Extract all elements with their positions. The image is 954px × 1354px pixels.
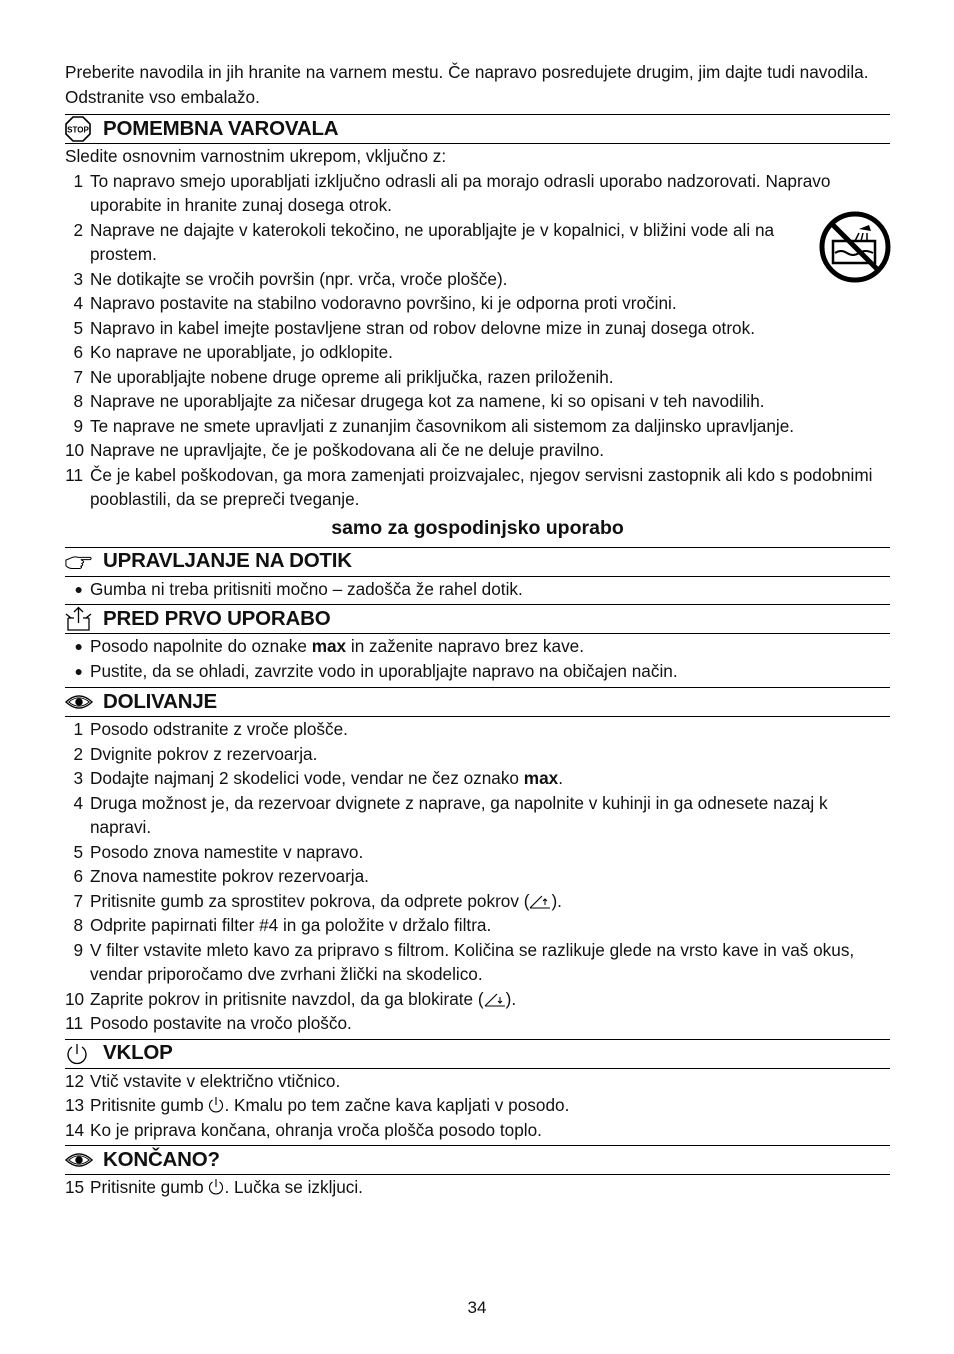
item-number: 2 [73, 219, 83, 240]
item-number: 8 [73, 915, 83, 935]
item-text: Dodajte najmanj 2 skodelici vode, vendar ne čez oznako max. [90, 768, 563, 788]
item-text: Ko je priprava končana, ohranja vroča plošča posodo toplo. [90, 1119, 542, 1140]
item-text: Posodo postavite na vročo ploščo. [90, 1013, 352, 1033]
list-item [65, 291, 890, 316]
item-text: Pritisnite gumb za sprostitev pokrova, da odprete pokrov ( ). [90, 890, 562, 911]
section-title-power: VKLOP [103, 1041, 173, 1065]
item-number: 3 [73, 268, 83, 289]
filling-list [65, 717, 890, 1036]
section-title-touch: UPRAVLJANJE NA DOTIK [103, 549, 352, 573]
item-text: Odprite papirnati filter #4 in ga položite v držalo filtra. [90, 915, 492, 935]
list-item [65, 864, 890, 889]
list-item [65, 742, 890, 767]
item-text: Ko naprave ne uporabljate, jo odklopite. [90, 342, 393, 362]
list-item [65, 577, 890, 602]
item-number: 13 [65, 1095, 85, 1115]
power-icon [208, 1095, 224, 1115]
item-text: Pritisnite gumb . Lučka se izkljuci. [90, 1177, 363, 1197]
list-item [65, 766, 890, 791]
item-number: 5 [73, 317, 83, 338]
section-header-touch [65, 547, 890, 577]
list-item [65, 169, 890, 218]
list-item [65, 840, 890, 865]
list-item [65, 791, 890, 840]
item-text: Posodo napolnite do oznake max in zaženite napravo brez kave. [90, 636, 585, 656]
list-item [65, 1118, 890, 1143]
power-icon [208, 1096, 224, 1114]
first-use-list [65, 634, 890, 683]
power-list [65, 1069, 890, 1143]
list-item [65, 340, 890, 365]
eye-icon [65, 690, 93, 714]
page-number: 34 [467, 1298, 487, 1317]
list-item [65, 438, 890, 463]
bold-term: max [311, 636, 347, 656]
list-item [65, 218, 890, 267]
no-water-warning-icon [819, 211, 891, 283]
list-item [65, 659, 890, 684]
list-item [65, 463, 890, 512]
item-number: 4 [73, 293, 83, 313]
item-text: Druga možnost je, da rezervoar dvignete z naprave, ga napolnite v kuhinji in ga odnesete nazaj k napravi. [90, 792, 828, 837]
item-number: 10 [65, 988, 85, 1009]
bullet: ● [74, 580, 83, 597]
list-item [65, 634, 890, 659]
list-item [65, 365, 890, 390]
item-number: 8 [73, 391, 83, 411]
list-item [65, 938, 890, 987]
item-number: 15 [65, 1177, 85, 1197]
item-number: 12 [65, 1070, 85, 1091]
item-number: 11 [65, 464, 83, 485]
bullet: ● [74, 638, 83, 654]
item-number: 9 [73, 415, 83, 436]
lid-open-icon [529, 891, 551, 911]
item-text: Pustite, da se ohladi, zavrzite vodo in uporabljajte napravo na običajen način. [90, 660, 678, 681]
item-text: Posodo znova namestite v napravo. [90, 841, 364, 862]
section-header-power [65, 1039, 890, 1069]
item-number: 7 [73, 366, 83, 387]
list-item [65, 316, 890, 341]
section-title-filling: DOLIVANJE [103, 689, 218, 713]
list-item [65, 1175, 890, 1200]
section-header-filling [65, 687, 890, 717]
item-text: Posodo odstranite z vroče plošče. [90, 719, 348, 739]
intro-paragraph: Preberite navodila in jih hranite na varnem mestu. Če napravo posredujete drugim, jim dajte tudi navodila. Odstranite vso embalažo. [65, 62, 869, 107]
item-text: Če je kabel poškodovan, ga mora zamenjati proizvajalec, njegov servisni zastopnik ali kdo s podobnimi pooblastili, da se prepreči tveganje. [90, 464, 873, 509]
item-text: Gumba ni treba pritisniti močno – zadošča že rahel dotik. [90, 578, 523, 599]
list-item [65, 1011, 890, 1036]
item-number: 14 [65, 1119, 85, 1140]
item-text: Te naprave ne smete upravljati z zunanjim časovnikom ali sistemom za daljinsko upravljanje. [90, 415, 795, 436]
safety-list [65, 169, 890, 512]
item-number: 3 [73, 768, 83, 788]
first-use-icon [65, 607, 93, 631]
household-note: samo za gospodinjsko uporabo [331, 516, 624, 539]
item-number: 10 [65, 440, 85, 460]
item-text: Naprave ne upravljajte, če je poškodovana ali če ne deluje pravilno. [90, 440, 605, 460]
list-item [65, 913, 890, 938]
item-text: Ne uporabljajte nobene druge opreme ali priključka, razen priloženih. [90, 366, 614, 387]
item-text: Napravo postavite na stabilno vodoravno površino, ki je odporna proti vročini. [90, 293, 677, 313]
power-icon [208, 1178, 224, 1196]
section-header-done [65, 1145, 890, 1175]
touch-list [65, 577, 890, 602]
stop-icon [65, 117, 93, 141]
lid-close-icon [484, 990, 506, 1008]
list-item [65, 414, 890, 439]
item-number: 7 [73, 890, 83, 911]
item-number: 1 [73, 719, 83, 739]
section-title-first-use: PRED PRVO UPORABO [103, 606, 331, 630]
item-text: Dvignite pokrov z rezervoarja. [90, 743, 318, 764]
list-item [65, 889, 890, 914]
list-item [65, 1069, 890, 1094]
item-text: To napravo smejo uporabljati izključno odrasli ali pa morajo odrasli uporabo nadzorovati. Napravo uporabite in hranite zunaj dosega otrok. [90, 170, 831, 215]
safety-lead: Sledite osnovnim varnostnim ukrepom, vključno z: [65, 146, 447, 166]
item-number: 4 [73, 792, 83, 813]
item-text: Pritisnite gumb . Kmalu po tem začne kava kapljati v posodo. [90, 1095, 570, 1115]
power-icon [65, 1042, 93, 1066]
list-item [65, 389, 890, 414]
item-number: 6 [73, 866, 83, 886]
item-text: Ne dotikajte se vročih površin (npr. vrča, vroče plošče). [90, 268, 508, 289]
item-number: 9 [73, 939, 83, 960]
item-text: Vtič vstavite v električno vtičnico. [90, 1070, 341, 1091]
item-text: V filter vstavite mleto kavo za pripravo s filtrom. Količina se razlikuje glede na vrsto kave in vaš okus, vendar priporočamo dve zvrhani žlički na skodelico. [90, 939, 855, 984]
item-number: 5 [73, 841, 83, 862]
document-page [65, 60, 890, 1200]
section-header-first-use [65, 604, 890, 634]
bullet: ● [74, 662, 83, 679]
done-list [65, 1175, 890, 1200]
list-item [65, 1093, 890, 1118]
list-item [65, 717, 890, 742]
lid-close-icon [484, 989, 506, 1009]
power-icon [208, 1177, 224, 1197]
bold-term: max [523, 768, 559, 788]
item-number: 6 [73, 342, 83, 362]
list-item [65, 987, 890, 1012]
item-text: Naprave ne dajajte v katerokoli tekočino, ne uporabljajte je v kopalnici, v bližini vode ali na prostem. [90, 219, 775, 264]
lid-open-icon [529, 892, 551, 910]
pointing-hand-icon [65, 550, 93, 574]
eye-icon [65, 1148, 93, 1172]
list-item [65, 267, 890, 292]
section-title-safety: POMEMBNA VAROVALA [103, 116, 339, 140]
section-title-done: KONČANO? [103, 1147, 220, 1171]
item-text: Znova namestite pokrov rezervoarja. [90, 866, 369, 886]
item-number: 11 [65, 1013, 83, 1033]
item-number: 1 [73, 170, 83, 191]
item-number: 2 [73, 743, 83, 764]
item-text: Naprave ne uporabljajte za ničesar drugega kot za namene, ki so opisani v teh navodilih. [90, 391, 765, 411]
item-text: Zaprite pokrov in pritisnite navzdol, da ga blokirate ( ). [90, 988, 517, 1009]
stop-icon-text: STOP [67, 125, 89, 135]
item-text: Napravo in kabel imejte postavljene stran od robov delovne mize in zunaj dosega otrok. [90, 317, 755, 338]
section-header-safety [65, 114, 890, 144]
